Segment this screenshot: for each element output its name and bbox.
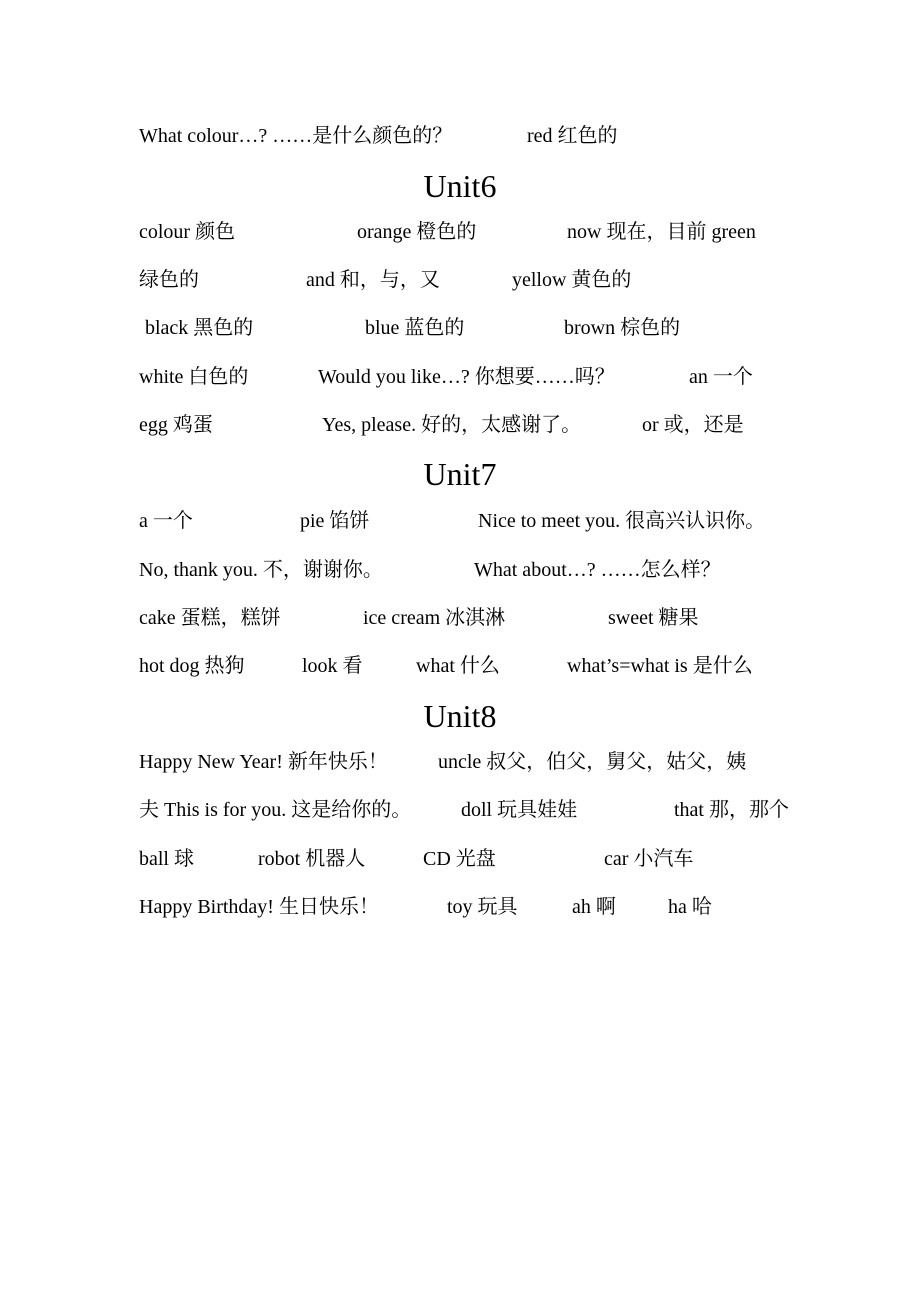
vocab-entry: ice cream 冰淇淋 — [363, 607, 506, 629]
vocab-entry: Happy New Year! 新年快乐！ — [139, 751, 388, 773]
vocab-line — [0, 603, 920, 633]
vocab-line — [0, 651, 920, 681]
vocab-line — [0, 313, 920, 343]
vocab-line — [0, 844, 920, 874]
vocab-entry: brown 棕色的 — [564, 317, 681, 339]
vocab-entry: What about…? ……怎么样？ — [474, 559, 721, 581]
vocab-entry: ha 哈 — [668, 896, 712, 918]
vocab-entry: and 和，与，又 — [306, 269, 440, 291]
vocab-entry: CD 光盘 — [423, 848, 496, 870]
vocab-line — [0, 121, 920, 151]
vocab-line — [0, 747, 920, 777]
vocab-entry: ah 啊 — [572, 896, 616, 918]
unit-heading: Unit7 — [423, 456, 497, 492]
vocab-entry: toy 玩具 — [447, 896, 518, 918]
vocab-entry: ball 球 — [139, 848, 194, 870]
vocab-entry: 绿色的 — [139, 269, 199, 291]
vocab-entry: white 白色的 — [139, 366, 249, 388]
vocab-entry: blue 蓝色的 — [365, 317, 465, 339]
vocab-entry: sweet 糖果 — [608, 607, 699, 629]
vocab-entry: black 黑色的 — [145, 317, 254, 339]
vocab-entry: colour 颜色 — [139, 221, 236, 243]
unit-heading: Unit6 — [423, 168, 497, 204]
vocab-line — [0, 362, 920, 392]
unit-heading: Unit8 — [423, 698, 497, 734]
vocab-line — [0, 217, 920, 247]
vocab-entry: robot 机器人 — [258, 848, 366, 870]
vocab-entry: cake 蛋糕，糕饼 — [139, 607, 281, 629]
vocab-entry: Yes, please. 好的，太感谢了。 — [322, 414, 582, 436]
vocab-entry: What colour…? ……是什么颜色的？ — [139, 125, 453, 147]
vocab-entry: an 一个 — [689, 366, 753, 388]
vocab-line — [0, 555, 920, 585]
vocab-entry: No, thank you. 不，谢谢你。 — [139, 559, 383, 581]
vocab-entry: yellow 黄色的 — [512, 269, 632, 291]
vocab-entry: look 看 — [302, 655, 363, 677]
vocab-entry: uncle 叔父，伯父，舅父，姑父，姨 — [438, 751, 747, 773]
vocab-line — [0, 410, 920, 440]
vocab-entry: doll 玩具娃娃 — [461, 799, 578, 821]
vocab-line — [0, 506, 920, 536]
vocab-entry: Would you like…? 你想要……吗？ — [318, 366, 615, 388]
vocab-entry: now 现在，目前 green — [567, 221, 756, 243]
vocab-entry: what 什么 — [416, 655, 500, 677]
vocab-entry: egg 鸡蛋 — [139, 414, 213, 436]
vocab-entry: pie 馅饼 — [300, 510, 370, 532]
vocab-entry: Nice to meet you. 很高兴认识你。 — [478, 510, 766, 532]
vocab-line — [0, 892, 920, 922]
vocab-entry: car 小汽车 — [604, 848, 694, 870]
vocab-entry: hot dog 热狗 — [139, 655, 245, 677]
vocab-entry: or 或，还是 — [642, 414, 744, 436]
vocab-entry: Happy Birthday! 生日快乐！ — [139, 896, 379, 918]
vocab-entry: a 一个 — [139, 510, 193, 532]
vocab-line — [0, 265, 920, 295]
vocab-entry: red 红色的 — [527, 125, 618, 147]
vocab-entry: 夫 This is for you. 这是给你的。 — [139, 799, 412, 821]
vocab-entry: what’s=what is 是什么 — [567, 655, 753, 677]
vocab-entry: orange 橙色的 — [357, 221, 477, 243]
vocab-line — [0, 795, 920, 825]
vocab-entry: that 那，那个 — [674, 799, 789, 821]
